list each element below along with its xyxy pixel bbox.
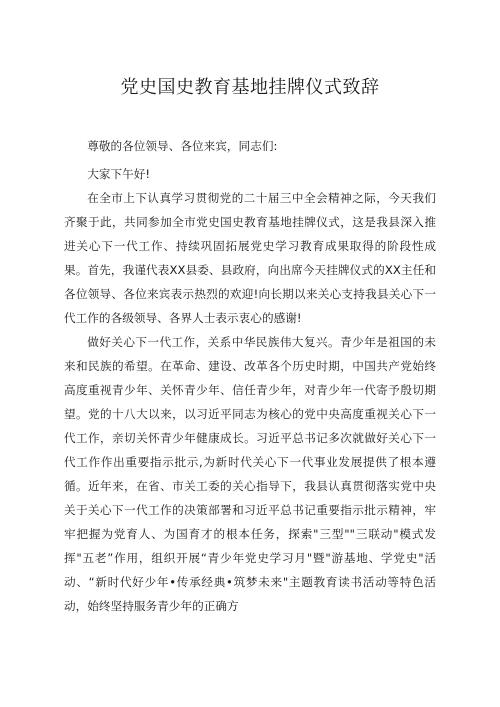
document-title: 党史国史教育基地挂牌仪式致辞: [120, 77, 380, 98]
body-paragraph-2: 做好关心下一代工作，关系中华民族伟大复兴。青少年是祖国的未来和民族的希望。在革命、建设、改革各个历史时期，中国共产党始终高度重视青少年、关怀青少年、信任青少年，对青少年一代寄予殷切期望。党的十八大以来，以习近平同志为核心的党中央高度重视关心下一代工作，亲切关怀青少年健康成长。习近平总书记多次就做好关心下一代工作作出重要指示批示,为新时代关心下一代事业发展提供了根本遵循。近年来，在省、市关工委的关心指导下，我县认真贯彻落实党中央关于关心下一代工作的决策部署和习近平总书记重要指示批示精神，牢牢把握为党育人、为国育才的根本任务，探索"三型""三联动"模式发挥"五老”作用，组织开展“青少年党史学习月"暨"游基地、学党史"活动、“新时代好少年•传承经典•筑梦未来"主题教育读书活动等特色活动，始终坚持服务青少年的正确方: [64, 335, 436, 613]
document-body: [64, 134, 436, 618]
greeting-paragraph: 大家下午好!: [87, 167, 151, 181]
body-paragraph-1: 在全市上下认真学习贯彻党的二十届三中全会精神之际，今天我们齐聚于此，共同参加全市党史国史教育基地挂牌仪式，这是我县深入推进关心下一代工作、持续巩固拓展党史学习教育成果取得的阶段性成果。首先，我谨代表XX县委、县政府，向出席今天挂牌仪式的XX主任和各位领导、各位来宾表示热烈的欢迎!向长期以来关心支持我县关心下一代工作的各级领导、各界人士表示衷心的感谢!: [64, 191, 436, 325]
salutation-paragraph: 尊敬的各位领导、各位来宾，同志们:: [87, 139, 278, 153]
